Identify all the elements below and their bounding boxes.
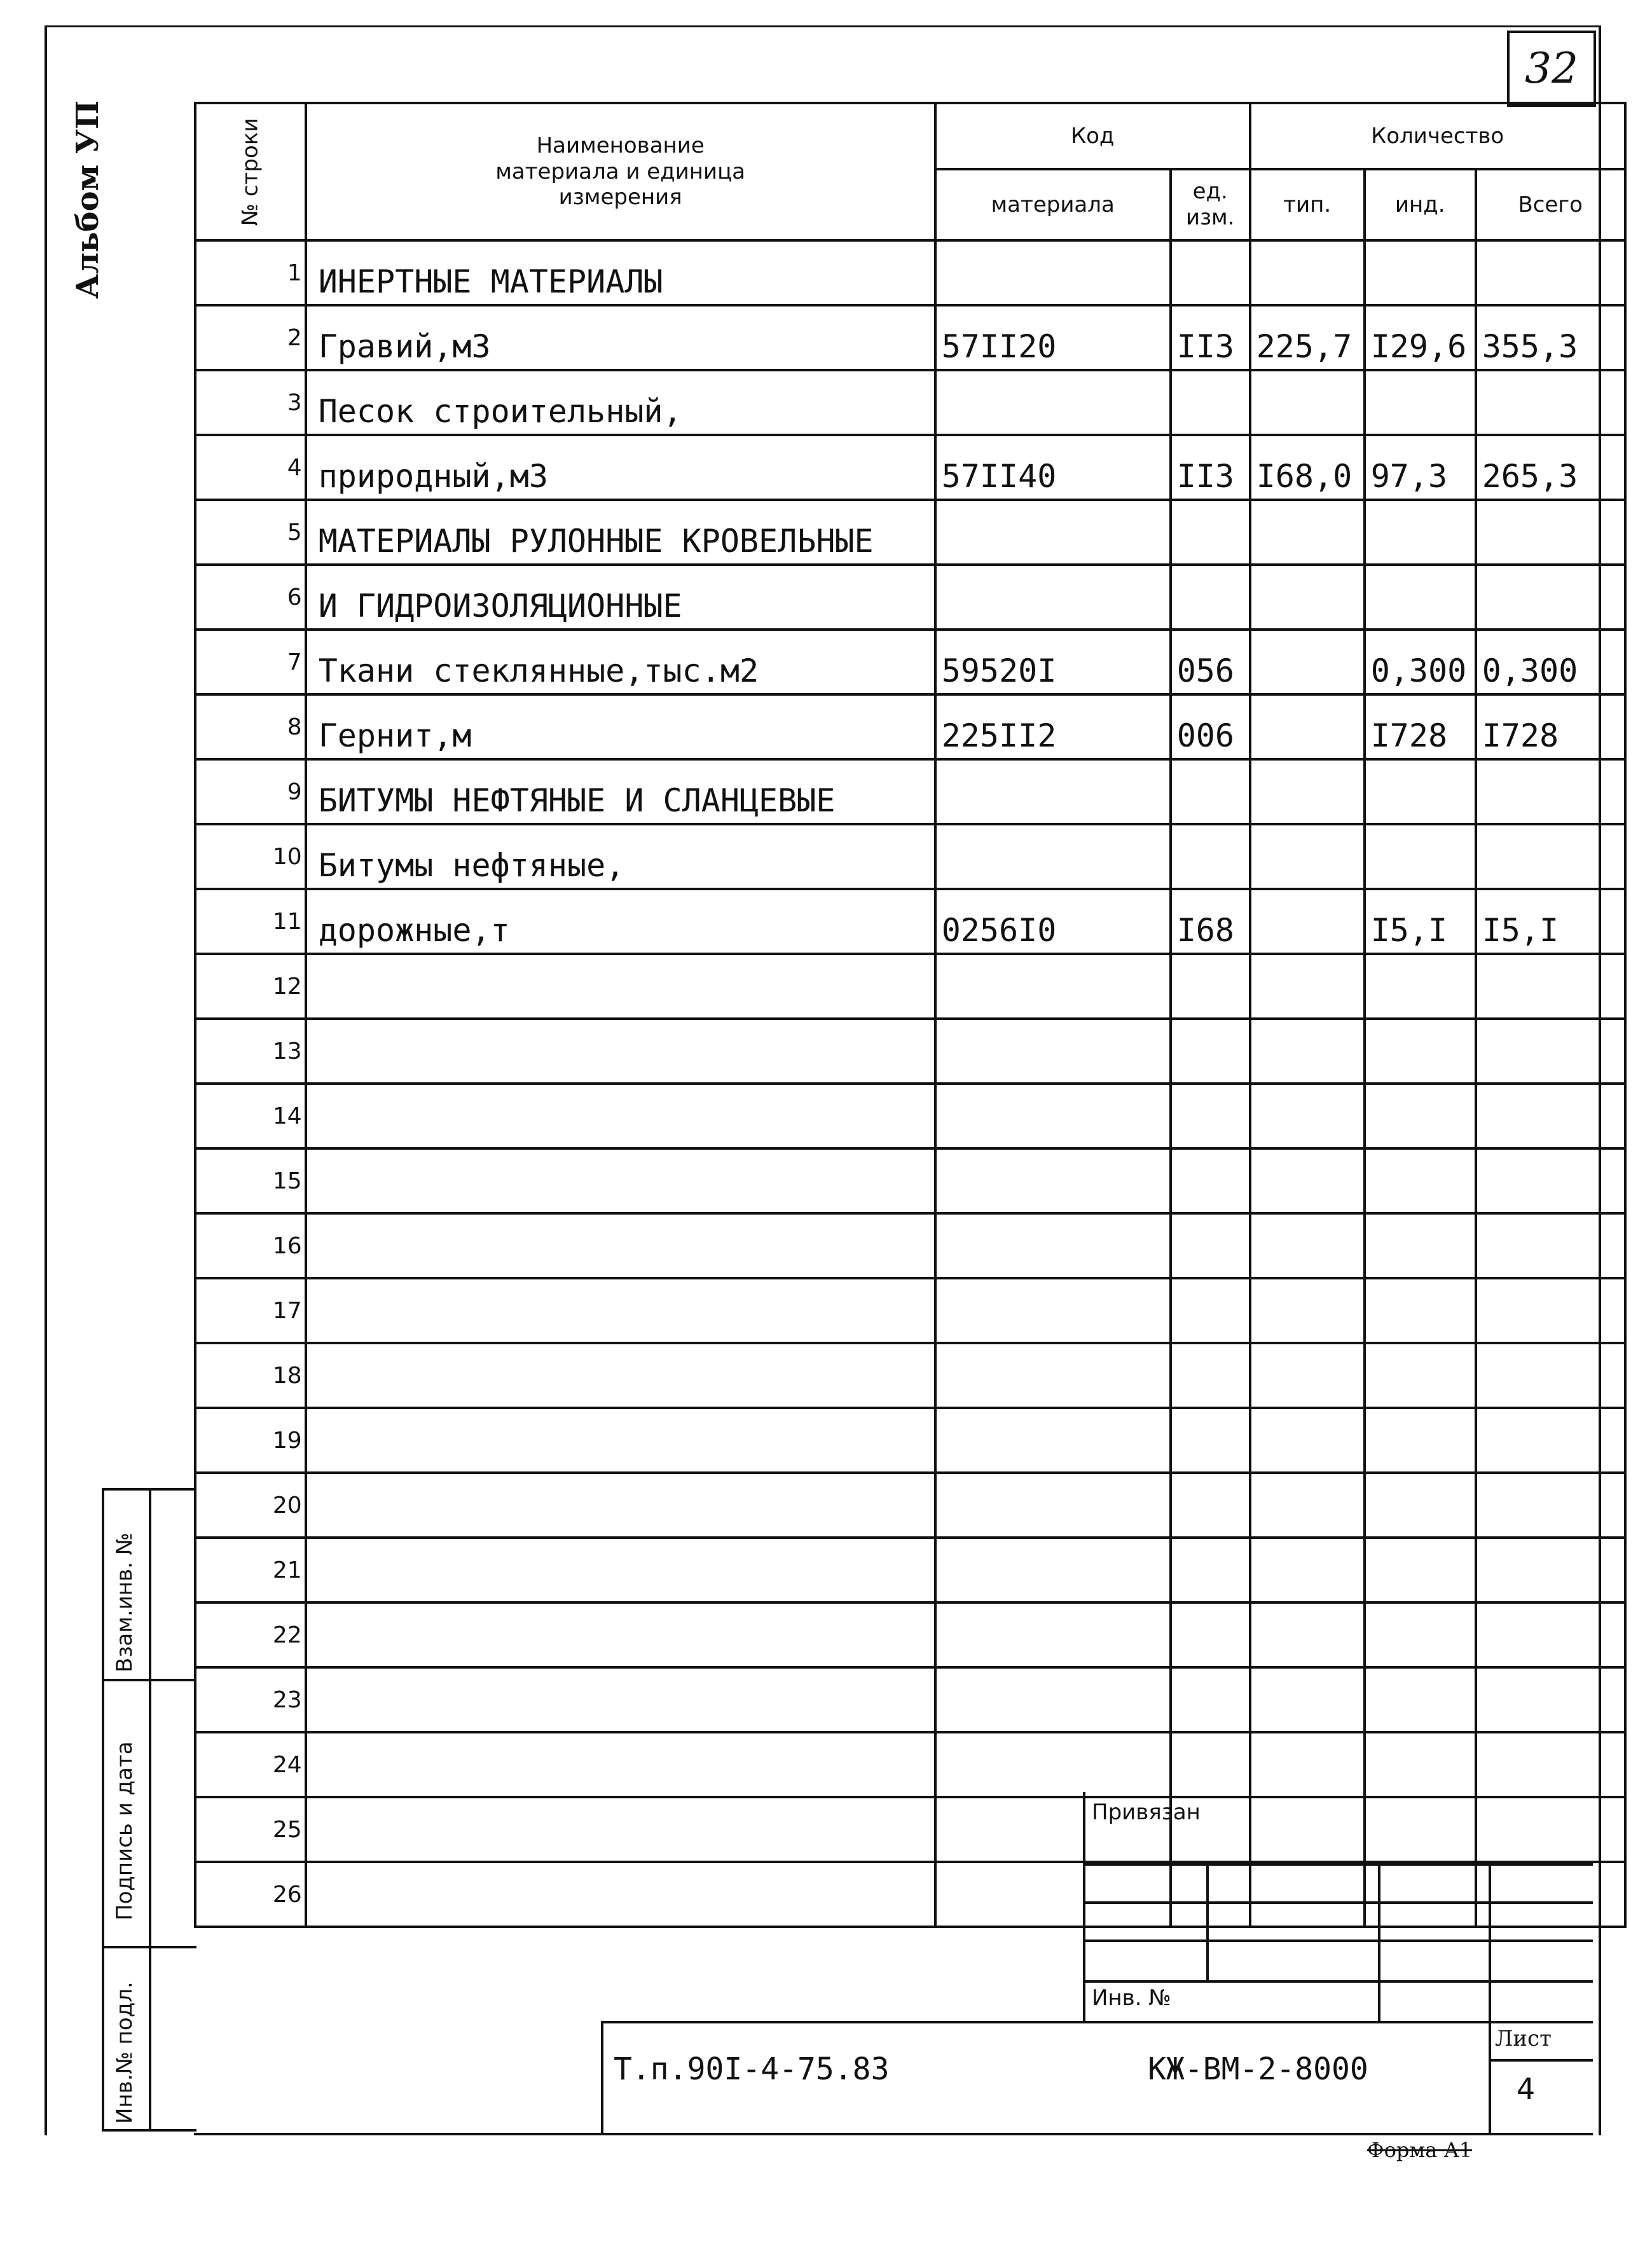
row-number: 12 (195, 954, 306, 1019)
qty-typ (1250, 500, 1365, 565)
unit-code (1171, 1732, 1250, 1797)
material-code: 57II40 (935, 435, 1171, 500)
qty-total: I5,I (1476, 889, 1625, 954)
row-number: 4 (195, 435, 306, 500)
table-row (195, 500, 1625, 565)
qty-ind (1365, 1148, 1476, 1213)
material-code (935, 1343, 1171, 1408)
material-code (935, 1019, 1171, 1084)
unit-code (1171, 954, 1250, 1019)
table-row (195, 824, 1625, 889)
material-name: природный,м3 (306, 435, 935, 500)
row-number: 2 (195, 305, 306, 370)
row-number: 16 (195, 1213, 306, 1278)
qty-total: I728 (1476, 694, 1625, 759)
row-number: 11 (195, 889, 306, 954)
qty-ind (1365, 1408, 1476, 1473)
material-name (306, 1538, 935, 1602)
material-code (935, 370, 1171, 435)
form-label: Форма А1 (1367, 2138, 1473, 2162)
unit-code (1171, 1343, 1250, 1408)
table-row (195, 1213, 1625, 1278)
qty-total (1476, 759, 1625, 824)
qty-typ: 225,7 (1250, 305, 1365, 370)
qty-typ (1250, 1408, 1365, 1473)
qty-ind (1365, 1019, 1476, 1084)
row-number: 21 (195, 1538, 306, 1602)
table-row (195, 694, 1625, 759)
table-row (195, 1019, 1625, 1084)
material-code (935, 1213, 1171, 1278)
unit-code (1171, 240, 1250, 305)
qty-ind: 97,3 (1365, 435, 1476, 500)
material-name (306, 954, 935, 1019)
table-row (195, 889, 1625, 954)
material-name (306, 1213, 935, 1278)
qty-typ (1250, 954, 1365, 1019)
sheet-label: Лист (1495, 2026, 1552, 2051)
material-code (935, 1084, 1171, 1148)
qty-total: 265,3 (1476, 435, 1625, 500)
qty-total (1476, 1278, 1625, 1343)
table-row (195, 630, 1625, 694)
unit-code (1171, 1473, 1250, 1538)
row-number: 15 (195, 1148, 306, 1213)
qty-typ (1250, 370, 1365, 435)
unit-code: 006 (1171, 694, 1250, 759)
qty-ind (1365, 1213, 1476, 1278)
qty-total (1476, 1538, 1625, 1602)
row-number: 20 (195, 1473, 306, 1538)
table-row (195, 1084, 1625, 1148)
vzam-inv-label: Взам.инв. № (112, 1532, 137, 1672)
signature-date-label: Подпись и дата (112, 1741, 137, 1920)
row-number: 3 (195, 370, 306, 435)
material-code (935, 240, 1171, 305)
qty-ind (1365, 1084, 1476, 1148)
material-code (935, 1732, 1171, 1797)
material-code (935, 759, 1171, 824)
material-code (935, 1148, 1171, 1213)
qty-total (1476, 1084, 1625, 1148)
qty-ind: I728 (1365, 694, 1476, 759)
qty-ind (1365, 1343, 1476, 1408)
row-number: 6 (195, 565, 306, 630)
header-code-material: материала (935, 169, 1171, 240)
row-number: 23 (195, 1667, 306, 1732)
qty-typ (1250, 694, 1365, 759)
qty-typ (1250, 889, 1365, 954)
header-code: Код (935, 103, 1250, 169)
header-qty-ind: инд. (1365, 169, 1476, 240)
unit-code (1171, 1538, 1250, 1602)
unit-code (1171, 1019, 1250, 1084)
material-name: Песок строительный, (306, 370, 935, 435)
table-row (195, 1148, 1625, 1213)
qty-ind (1365, 824, 1476, 889)
material-code: 0256I0 (935, 889, 1171, 954)
qty-typ (1250, 1667, 1365, 1732)
qty-total (1476, 1148, 1625, 1213)
qty-total (1476, 954, 1625, 1019)
inv-no-label: Инв. № (1092, 1985, 1171, 2011)
qty-ind (1365, 1732, 1476, 1797)
header-code-unit: ед. изм. (1171, 169, 1250, 240)
side-stamp (102, 1488, 196, 2132)
qty-typ (1250, 1602, 1365, 1667)
qty-ind (1365, 954, 1476, 1019)
material-name (306, 1667, 935, 1732)
unit-code: II3 (1171, 305, 1250, 370)
table-row (195, 1538, 1625, 1602)
qty-typ (1250, 1343, 1365, 1408)
album-label: Альбом УП (70, 100, 106, 299)
inv-podl-label: Инв.№ подл. (112, 1981, 137, 2124)
material-name: МАТЕРИАЛЫ РУЛОННЫЕ КРОВЕЛЬНЫЕ (306, 500, 935, 565)
qty-typ (1250, 824, 1365, 889)
unit-code: I68 (1171, 889, 1250, 954)
material-name (306, 1084, 935, 1148)
qty-total (1476, 1473, 1625, 1538)
table-row (195, 1343, 1625, 1408)
row-number: 13 (195, 1019, 306, 1084)
unit-code (1171, 1408, 1250, 1473)
qty-total (1476, 824, 1625, 889)
qty-typ (1250, 240, 1365, 305)
unit-code (1171, 1667, 1250, 1732)
material-code: 225II2 (935, 694, 1171, 759)
qty-ind (1365, 1667, 1476, 1732)
privyazan-label: Привязан (1092, 1800, 1201, 1825)
unit-code (1171, 1278, 1250, 1343)
material-name (306, 1473, 935, 1538)
qty-total: 355,3 (1476, 305, 1625, 370)
header-qty-total: Всего (1476, 169, 1625, 240)
material-name (306, 1732, 935, 1797)
qty-ind (1365, 1278, 1476, 1343)
material-code (935, 1408, 1171, 1473)
unit-code (1171, 500, 1250, 565)
material-code (935, 824, 1171, 889)
unit-code: II3 (1171, 435, 1250, 500)
material-name: БИТУМЫ НЕФТЯНЫЕ И СЛАНЦЕВЫЕ (306, 759, 935, 824)
material-name: Битумы нефтяные, (306, 824, 935, 889)
unit-code (1171, 1084, 1250, 1148)
row-number: 19 (195, 1408, 306, 1473)
material-code (935, 1278, 1171, 1343)
qty-typ (1250, 1148, 1365, 1213)
material-code (935, 1538, 1171, 1602)
qty-total (1476, 1213, 1625, 1278)
material-code (935, 1602, 1171, 1667)
qty-total (1476, 500, 1625, 565)
material-name: Ткани стеклянные,тыс.м2 (306, 630, 935, 694)
table-row (195, 1667, 1625, 1732)
qty-ind (1365, 500, 1476, 565)
qty-total (1476, 370, 1625, 435)
qty-ind: 0,300 (1365, 630, 1476, 694)
materials-table (194, 102, 1627, 1928)
row-number: 17 (195, 1278, 306, 1343)
material-name (306, 1343, 935, 1408)
table-row (195, 1473, 1625, 1538)
material-name (306, 1019, 935, 1084)
row-number: 9 (195, 759, 306, 824)
qty-ind (1365, 1602, 1476, 1667)
qty-total (1476, 1667, 1625, 1732)
row-number: 7 (195, 630, 306, 694)
qty-typ (1250, 759, 1365, 824)
row-number: 10 (195, 824, 306, 889)
qty-typ (1250, 1732, 1365, 1797)
title-block (194, 1792, 1593, 2135)
material-name (306, 1602, 935, 1667)
material-name: И ГИДРОИЗОЛЯЦИОННЫЕ (306, 565, 935, 630)
qty-ind (1365, 240, 1476, 305)
header-name: Наименование материала и единица измерения (306, 103, 935, 240)
qty-total (1476, 565, 1625, 630)
qty-typ (1250, 1213, 1365, 1278)
qty-total (1476, 1343, 1625, 1408)
table-row (195, 1732, 1625, 1797)
sheet-corner-number: 32 (1507, 31, 1596, 107)
material-name: Гравий,м3 (306, 305, 935, 370)
material-name (306, 1278, 935, 1343)
material-code (935, 1667, 1171, 1732)
qty-total (1476, 1408, 1625, 1473)
row-number: 26 (195, 1862, 306, 1927)
unit-code (1171, 824, 1250, 889)
qty-ind (1365, 565, 1476, 630)
qty-typ (1250, 1278, 1365, 1343)
row-number: 22 (195, 1602, 306, 1667)
row-number: 8 (195, 694, 306, 759)
row-number: 1 (195, 240, 306, 305)
table-row (195, 1278, 1625, 1343)
row-number: 14 (195, 1084, 306, 1148)
table-row (195, 305, 1625, 370)
document-code: КЖ-ВМ-2-8000 (1148, 2051, 1368, 2087)
header-quantity: Количество (1250, 103, 1625, 169)
row-number: 18 (195, 1343, 306, 1408)
material-code (935, 954, 1171, 1019)
qty-typ (1250, 1019, 1365, 1084)
material-name: дорожные,т (306, 889, 935, 954)
unit-code: 056 (1171, 630, 1250, 694)
unit-code (1171, 370, 1250, 435)
table-row (195, 370, 1625, 435)
material-code (935, 1473, 1171, 1538)
material-code: 59520I (935, 630, 1171, 694)
row-number: 5 (195, 500, 306, 565)
unit-code (1171, 759, 1250, 824)
unit-code (1171, 1148, 1250, 1213)
qty-typ (1250, 1084, 1365, 1148)
qty-total (1476, 1602, 1625, 1667)
unit-code (1171, 1602, 1250, 1667)
material-code: 57II20 (935, 305, 1171, 370)
qty-ind: I29,6 (1365, 305, 1476, 370)
qty-ind: I5,I (1365, 889, 1476, 954)
qty-total (1476, 1019, 1625, 1084)
table-row (195, 240, 1625, 305)
qty-ind (1365, 1473, 1476, 1538)
qty-typ (1250, 1473, 1365, 1538)
table-row (195, 1408, 1625, 1473)
table-row (195, 435, 1625, 500)
qty-total (1476, 1732, 1625, 1797)
table-row (195, 759, 1625, 824)
material-name (306, 1148, 935, 1213)
qty-ind (1365, 759, 1476, 824)
qty-total: 0,300 (1476, 630, 1625, 694)
material-name (306, 1408, 935, 1473)
qty-total (1476, 240, 1625, 305)
qty-ind (1365, 370, 1476, 435)
qty-typ (1250, 1538, 1365, 1602)
header-qty-typ: тип. (1250, 169, 1365, 240)
qty-typ: I68,0 (1250, 435, 1365, 500)
table-row (195, 954, 1625, 1019)
table-row (195, 565, 1625, 630)
table-row (195, 1602, 1625, 1667)
sheet-number: 4 (1517, 2072, 1536, 2106)
project-code: Т.п.90I-4-75.83 (614, 2051, 890, 2087)
material-name: ИНЕРТНЫЕ МАТЕРИАЛЫ (306, 240, 935, 305)
material-code (935, 500, 1171, 565)
unit-code (1171, 1213, 1250, 1278)
material-code (935, 565, 1171, 630)
unit-code (1171, 565, 1250, 630)
qty-typ (1250, 565, 1365, 630)
qty-typ (1250, 630, 1365, 694)
row-number: 25 (195, 1797, 306, 1862)
material-name: Гернит,м (306, 694, 935, 759)
row-number: 24 (195, 1732, 306, 1797)
header-row-number: № строки (195, 103, 306, 240)
qty-ind (1365, 1538, 1476, 1602)
